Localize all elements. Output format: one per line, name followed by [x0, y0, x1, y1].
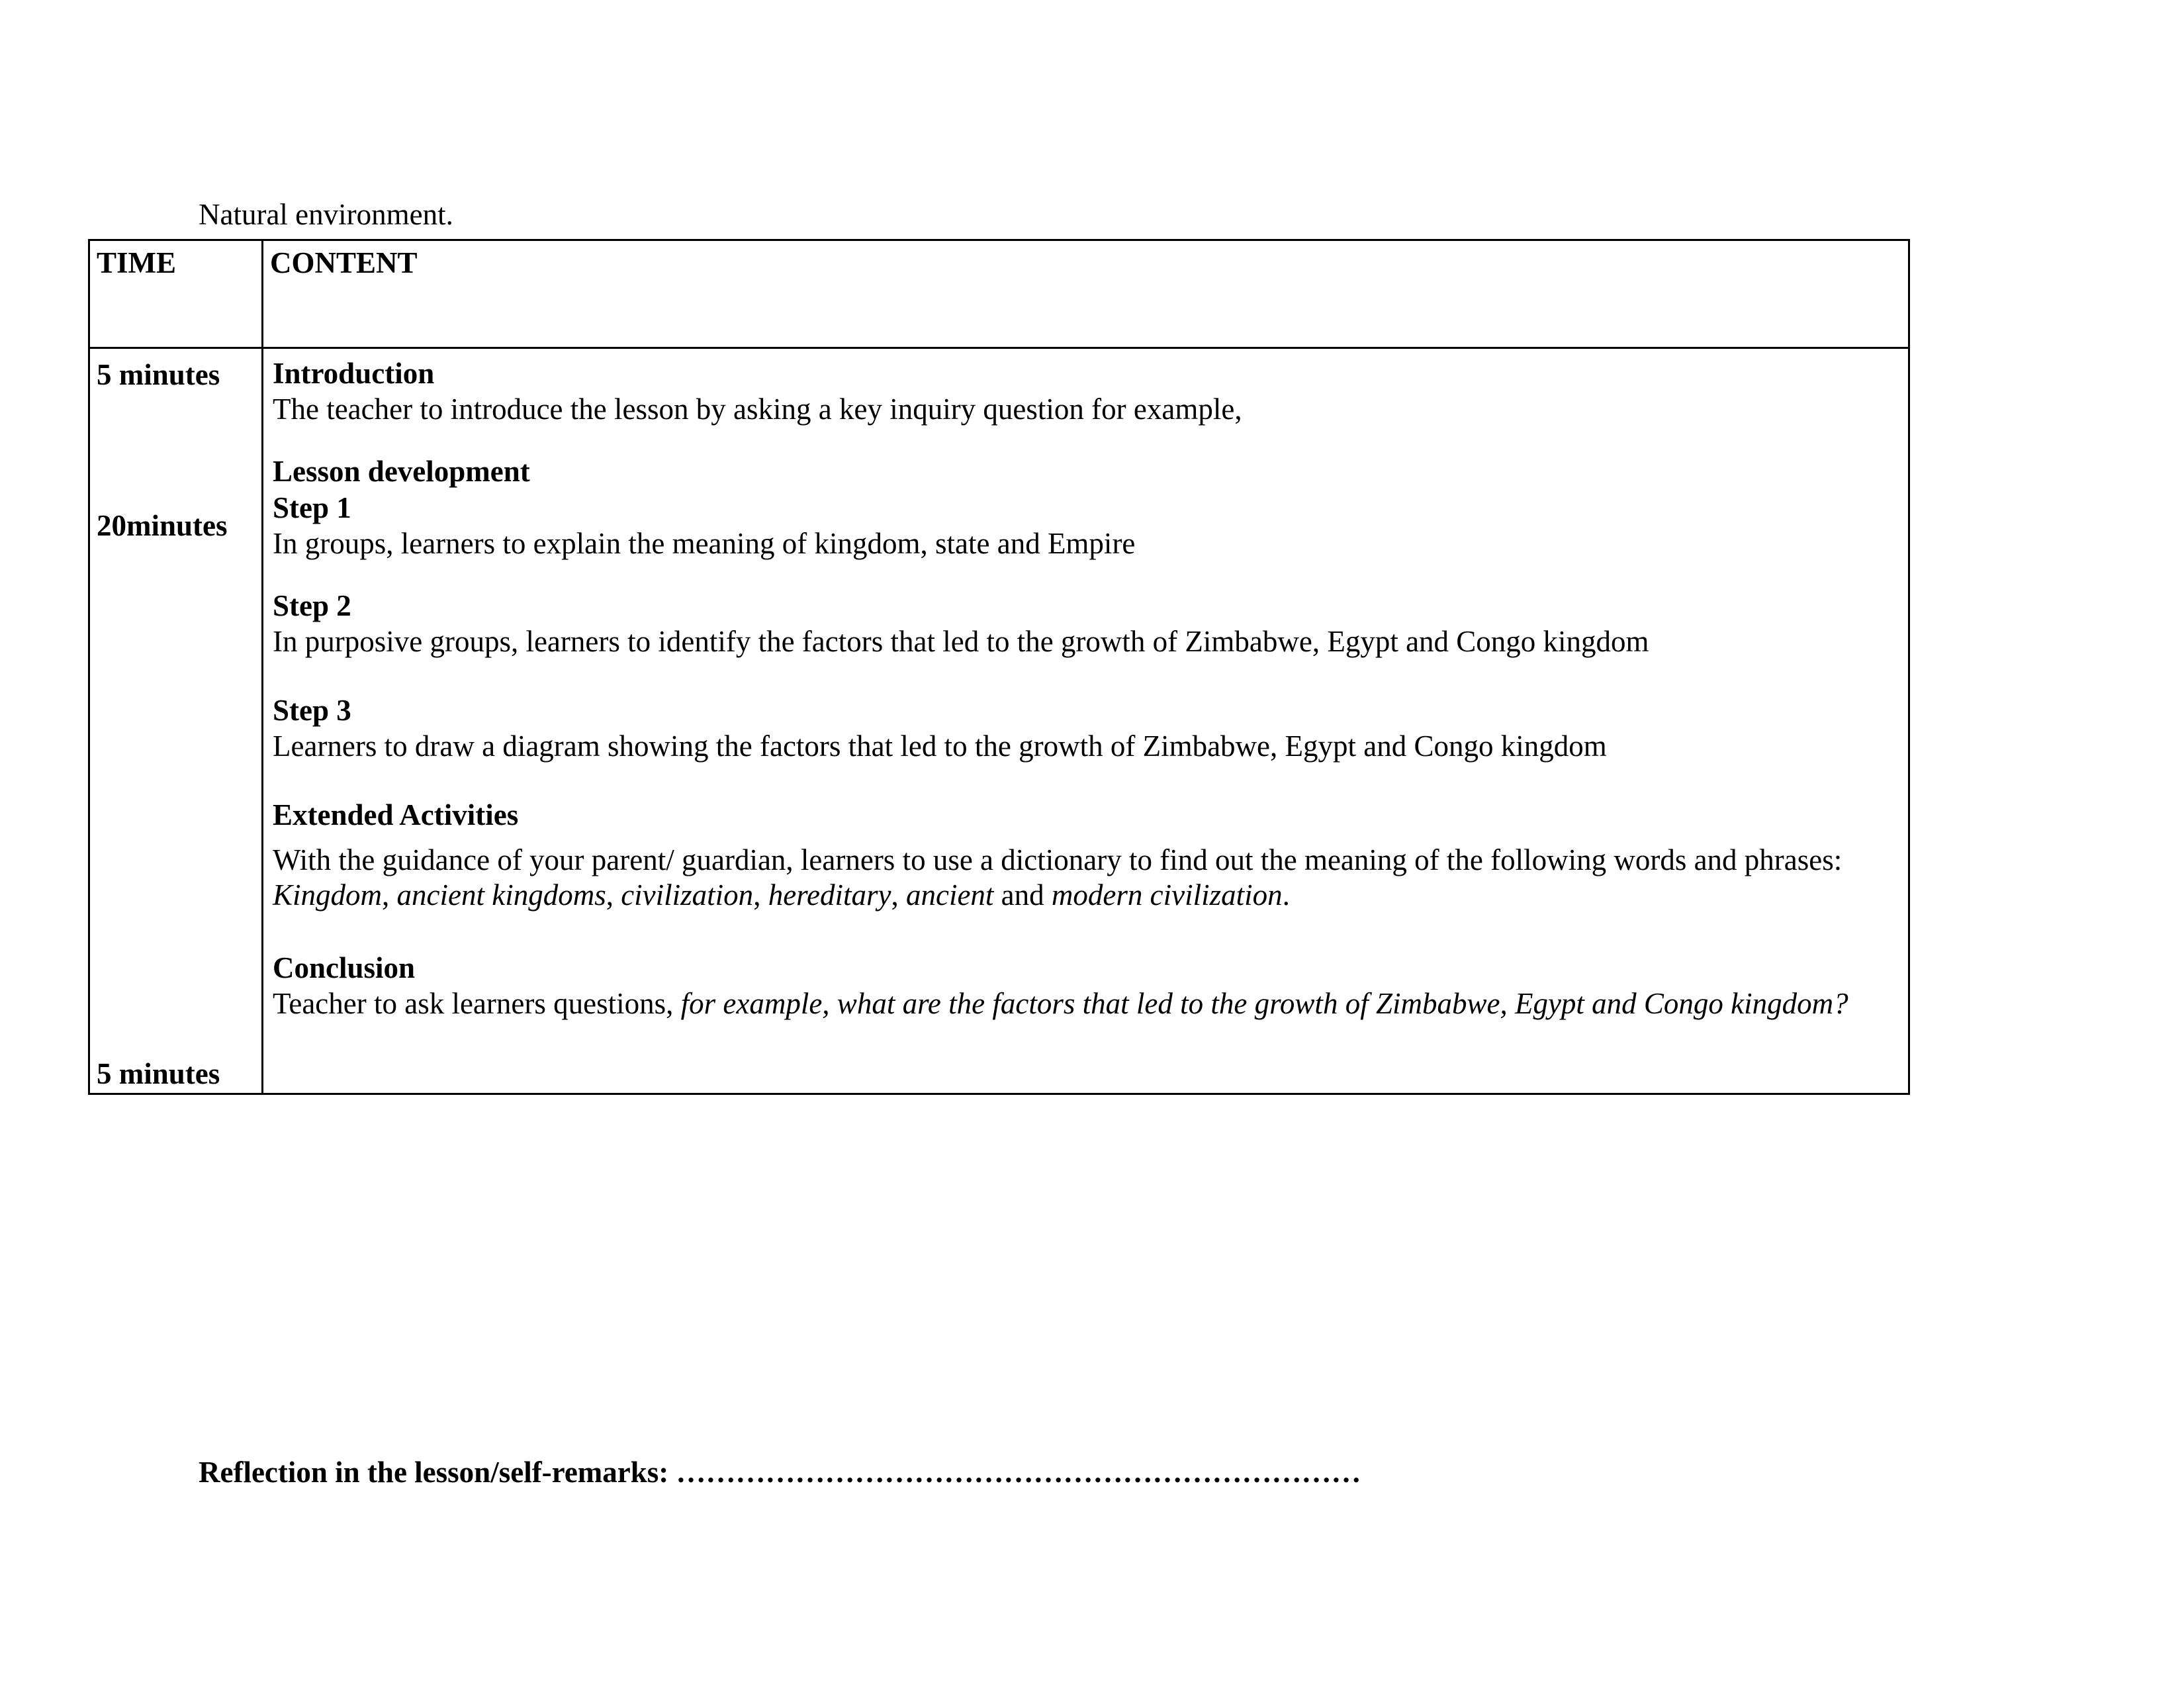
- spacer: [273, 833, 1884, 843]
- time-entry-development: 20minutes: [97, 509, 228, 542]
- glossary-term-kingdom: Kingdom: [273, 878, 383, 912]
- reflection-label: Reflection in the lesson/self-remarks:: [199, 1456, 669, 1489]
- spacer: [273, 764, 1884, 797]
- section-heading-extended-activities: Extended Activities: [273, 798, 519, 831]
- glossary-sep-1: ,: [382, 878, 397, 912]
- conclusion-lead: Teacher to ask learners questions,: [273, 987, 681, 1020]
- time-spacer-lower: [97, 545, 261, 1055]
- glossary-sep-4: ,: [891, 878, 906, 912]
- reflection-dot-leader: ……………………………………………………………: [668, 1456, 1361, 1489]
- spacer: [273, 427, 1884, 453]
- column-header-content: CONTENT: [270, 246, 418, 279]
- section-heading-step-2: Step 2: [273, 589, 351, 622]
- glossary-sep-5: and: [993, 878, 1052, 912]
- section-body-extended-activities: [273, 843, 1884, 913]
- section-heading-lesson-development: Lesson development: [273, 455, 530, 488]
- section-body-step-1: In groups, learners to explain the meaning of kingdom, state and Empire: [273, 527, 1136, 560]
- spacer: [273, 561, 1884, 588]
- pre-table-heading: Natural environment.: [199, 198, 453, 231]
- glossary-term-modern-civilization: modern civilization: [1051, 878, 1283, 912]
- time-entry-introduction: 5 minutes: [97, 358, 220, 391]
- section-heading-step-1: Step 1: [273, 491, 351, 524]
- time-spacer-upper: [97, 394, 261, 506]
- section-heading-step-3: Step 3: [273, 694, 351, 727]
- glossary-term-hereditary: hereditary: [768, 878, 891, 912]
- table-header-row: [89, 240, 1909, 348]
- glossary-term-ancient: ancient: [905, 878, 994, 912]
- section-body-conclusion: [273, 986, 1884, 1021]
- header-cell-time: [89, 240, 263, 348]
- glossary-sep-6: .: [1282, 878, 1290, 912]
- header-cell-content: [263, 240, 1909, 348]
- extended-activities-lead: With the guidance of your parent/ guardian, learners to use a dictionary to find out the meaning of the following words and phrases:: [273, 843, 1843, 876]
- section-body-step-2: In purposive groups, learners to identify the factors that led to the growth of Zimbabwe, Egypt and Congo kingdom: [273, 625, 1649, 658]
- spacer: [273, 913, 1884, 950]
- section-heading-conclusion: Conclusion: [273, 951, 416, 984]
- conclusion-question: for example, what are the factors that led to the growth of Zimbabwe, Egypt and Congo kingdom?: [680, 987, 1848, 1020]
- content-cell: [263, 348, 1909, 1094]
- time-cell: [89, 348, 263, 1094]
- glossary-term-civilization: civilization: [621, 878, 754, 912]
- glossary-sep-3: ,: [753, 878, 768, 912]
- table-body-row: [89, 348, 1909, 1094]
- column-header-time: TIME: [97, 246, 177, 279]
- section-body-introduction: The teacher to introduce the lesson by asking a key inquiry question for example,: [273, 393, 1242, 426]
- lesson-plan-table: [88, 239, 1910, 1095]
- section-body-step-3: Learners to draw a diagram showing the factors that led to the growth of Zimbabwe, Egypt and Congo kingdom: [273, 729, 1607, 763]
- reflection-line: [199, 1454, 1361, 1491]
- time-entry-conclusion: 5 minutes: [97, 1057, 220, 1090]
- glossary-sep-2: ,: [606, 878, 621, 912]
- section-heading-introduction: Introduction: [273, 357, 435, 390]
- glossary-term-ancient-kingdoms: ancient kingdoms: [396, 878, 606, 912]
- spacer: [273, 659, 1884, 692]
